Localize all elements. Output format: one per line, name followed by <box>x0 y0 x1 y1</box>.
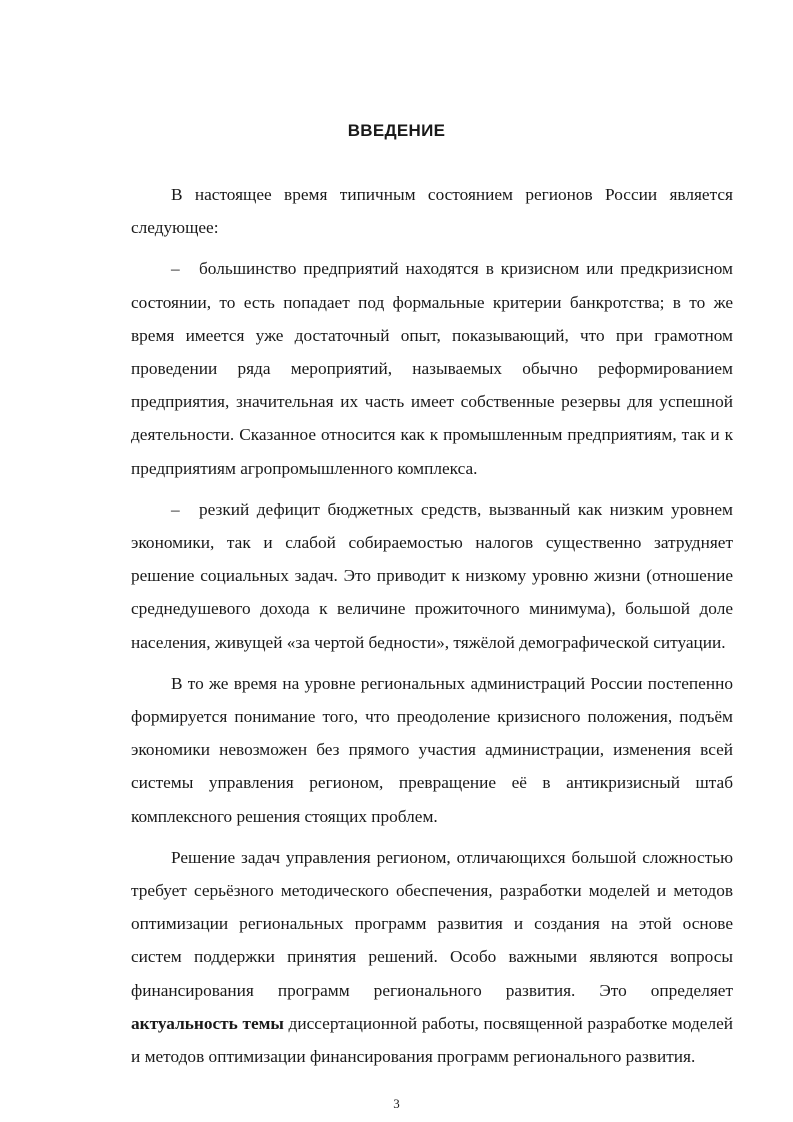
paragraph-relevance <box>131 841 733 1073</box>
section-heading: ВВЕДЕНИЕ <box>347 121 446 140</box>
dash-marker: – <box>171 259 180 279</box>
paragraph-intro <box>131 178 733 244</box>
paragraph-list-item-1 <box>131 252 733 484</box>
relevance-emphasis: актуальность темы <box>131 1013 284 1033</box>
paragraph-administration <box>131 667 733 833</box>
paragraph-relevance-end: диссертационной работы, посвященной разработке моделей и методов оптимизации финансирования программ регионального развития. <box>131 1013 733 1067</box>
paragraph-list-item-2 <box>131 493 733 659</box>
paragraph-relevance-start: Решение задач управления регионом, отличающихся большой сложностью требует серьёзного методического обеспечения, разработки моделей и методов оптимизации региональных программ развития и создания на этой основе систем поддержки принятия решений. Особо важными являются вопросы финансирования программ регионального развития. Это определяет <box>131 847 733 1000</box>
body-text <box>131 178 733 1081</box>
list-item-1-text: большинство предприятий находятся в кризисном или предкризисном состоянии, то есть попадает под формальные критерии банкротства; в то же время имеется уже достаточный опыт, показывающий, что при грамотном проведении ряда мероприятий, называемых обычно реформированием предприятия, значительная их часть имеет собственные резервы для успешной деятельности. Сказанное относится как к промышленным предприятиям, так и к предприятиям агропромышленного комплекса. <box>131 259 733 478</box>
list-item-2-text: резкий дефицит бюджетных средств, вызванный как низким уровнем экономики, так и слабой собираемостью налогов существенно затрудняет решение социальных задач. Это приводит к низкому уровню жизни (отношение среднедушевого дохода к величине прожиточного минимума), большой доле населения, живущей «за чертой бедности», тяжёлой демографической ситуации. <box>131 499 733 652</box>
page-number: 3 <box>393 1096 400 1111</box>
paragraph-administration-text: В то же время на уровне региональных администраций России постепенно формируется понимание того, что преодоление кризисного положения, подъём экономики невозможен без прямого участия администрации, изменения всей системы управления регионом, превращение её в антикризисный штаб комплексного решения стоящих проблем. <box>131 673 733 826</box>
dash-marker: – <box>171 499 180 519</box>
paragraph-intro-text: В настоящее время типичным состоянием регионов России является следующее: <box>131 185 733 238</box>
